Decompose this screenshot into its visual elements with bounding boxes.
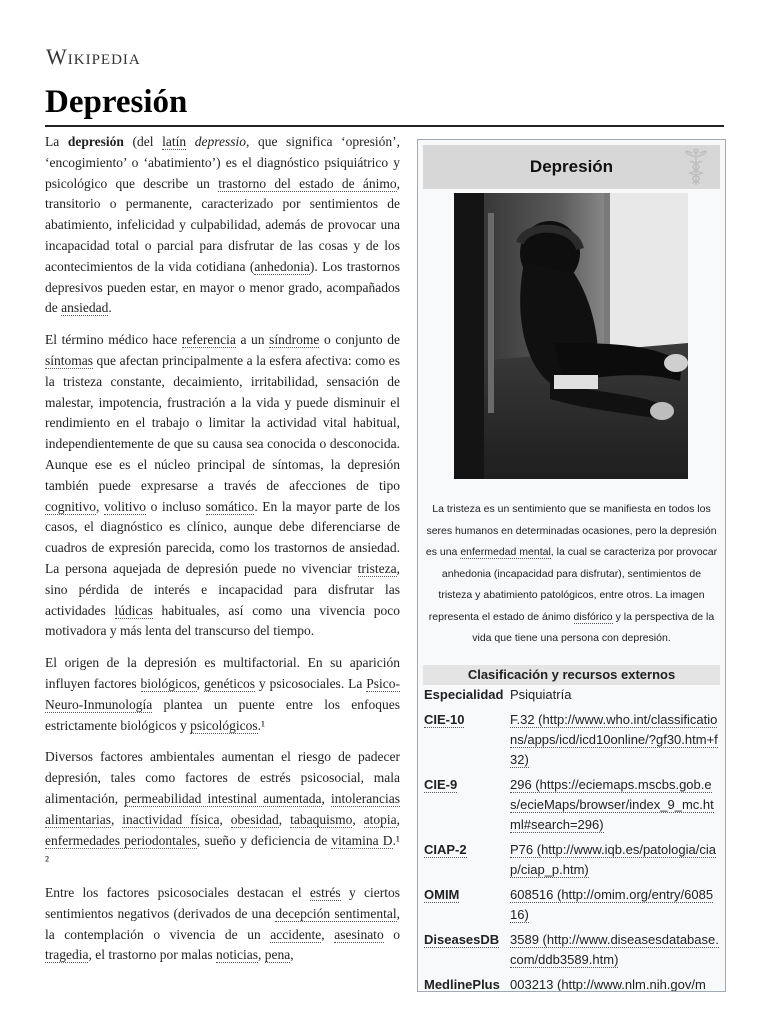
- link-sindrome[interactable]: síndrome: [269, 332, 320, 348]
- link-external-medlineplus[interactable]: 003213 (http://www.nlm.nih.gov/m: [510, 977, 706, 992]
- link-latin[interactable]: latín: [162, 134, 187, 149]
- text: , el trastorno por malas: [88, 947, 216, 963]
- text: ,: [110, 811, 123, 827]
- text: , la cual se caracteriza por provocar anhedonia (incapacidad para disfrutar), sentimientos de tristeza y abatimiento patológicos, entre otros. La imagen representa el estado de ánimo: [428, 546, 718, 623]
- infobox-title: [423, 145, 720, 189]
- link-psicologicos[interactable]: psicológicos: [190, 717, 258, 733]
- text: Entre los factores psicosociales destacan el: [45, 885, 310, 901]
- infobox-row-omim: [424, 885, 720, 925]
- link-permeabilidad-intestinal[interactable]: permeabilidad intestinal aumentada: [124, 790, 322, 806]
- link-psiconeuroinmunologia[interactable]: Psico-Neuro-Inmunología: [45, 675, 400, 712]
- image-caption: [424, 499, 719, 650]
- caduceus-icon: [678, 147, 714, 187]
- infobox-rows: [424, 685, 720, 992]
- text: , que significa ‘opresión’, ‘encogimiento’ o ‘abatimiento’) es el diagnóstico psiquiátrico y psicológico que describe un: [45, 134, 400, 191]
- link-cie10[interactable]: CIE-10: [424, 712, 465, 727]
- infobox-row-cie9: [424, 775, 720, 835]
- row-key: [424, 840, 510, 880]
- link-accidente[interactable]: accidente: [270, 926, 322, 942]
- text: ,: [196, 675, 205, 691]
- paragraph-1: [45, 132, 400, 319]
- text: y psicosociales. La: [255, 675, 367, 691]
- link-enfermedad-mental[interactable]: enfermedad mental: [460, 546, 551, 558]
- text: [186, 134, 195, 149]
- link-asesinato[interactable]: asesinato: [334, 926, 384, 942]
- link-atopia[interactable]: atopia: [363, 811, 397, 827]
- paragraph-3: [45, 653, 400, 736]
- row-value: [510, 775, 720, 835]
- link-sintomas[interactable]: síntomas: [45, 352, 94, 368]
- link-ludicas[interactable]: lúdicas: [114, 602, 153, 618]
- infobox: [417, 139, 726, 992]
- italic-term: depressio: [194, 134, 246, 149]
- text: y ciertos sentimientos negativos (derivados de una: [45, 885, 400, 921]
- row-value: [510, 710, 720, 770]
- link-external-ciap2[interactable]: P76 (http://www.iqb.es/patologia/ciap/ciap_p.htm): [510, 842, 716, 877]
- text: ). Los trastornos depresivos pueden estar, en mayor o menor grado, acompañados de: [45, 258, 400, 316]
- paragraph-2: [45, 330, 400, 642]
- text: a un: [235, 332, 270, 348]
- text: ,: [290, 947, 294, 963]
- link-omim[interactable]: OMIM: [424, 887, 460, 902]
- link-enfermedades-periodontales[interactable]: enfermedades periodontales: [45, 832, 197, 848]
- text: . En la mayor parte de los casos, el diagnóstico es clínico, aunque debe diferenciarse de cuadros de expresión parecida, como los trastornos de ansiedad. La persona aquejada de depresión puede no vivenciar: [45, 498, 401, 576]
- text: Diversos factores ambientales aumentan el riesgo de padecer depresión, tales como factores de estrés psicosocial, mala alimentación,: [45, 749, 400, 806]
- text: o: [383, 926, 401, 942]
- row-key: [424, 975, 510, 992]
- link-medlineplus[interactable]: MedlinePlus: [424, 977, 500, 992]
- link-tristeza[interactable]: tristeza: [357, 560, 397, 576]
- link-external-omim[interactable]: 608516 (http://omim.org/entry/608516): [510, 887, 714, 922]
- row-value: [510, 930, 720, 970]
- link-volitivo[interactable]: volitivo: [103, 498, 146, 514]
- depression-photo: [454, 193, 688, 479]
- title-divider: [45, 125, 724, 127]
- text: plantea un puente entre los enfoques estrictamente biológicos y: [45, 696, 400, 733]
- row-key: [424, 710, 510, 770]
- text: , sueño y deficiencia de: [196, 832, 332, 848]
- link-decepcion-sentimental[interactable]: decepción sentimental: [275, 905, 397, 921]
- link-vitamina-d[interactable]: vitamina D: [331, 832, 393, 848]
- row-key: [424, 930, 510, 970]
- paragraph-5: [45, 883, 400, 966]
- text: ,: [96, 498, 104, 514]
- infobox-row-cie10: [424, 710, 720, 770]
- link-cie9[interactable]: CIE-9: [424, 777, 458, 792]
- link-geneticos[interactable]: genéticos: [204, 675, 256, 691]
- infobox-section-header: Clasificación y recursos externos: [423, 665, 720, 685]
- text: , sino pérdida de interés e incapacidad para disfrutar las actividades: [45, 560, 400, 618]
- text: , transitorio o permanente, caracterizado por sentimientos de abatimiento, infelicidad y culpabilidad, además de provocar una incapacidad total o parcial para disfrutar de las cosas y de los acontecimientos de la vida cotidiana (: [45, 175, 400, 274]
- row-value: [510, 840, 720, 880]
- link-ciap2[interactable]: CIAP-2: [424, 842, 467, 857]
- link-tragedia[interactable]: tragedia: [45, 947, 89, 963]
- link-disforico[interactable]: disfórico: [573, 610, 613, 623]
- row-value: [510, 885, 720, 925]
- text: (del: [123, 134, 163, 149]
- infobox-row-especialidad: [424, 685, 720, 705]
- row-key: [424, 685, 510, 705]
- link-estres[interactable]: estrés: [309, 885, 341, 901]
- link-biologicos[interactable]: biológicos: [140, 675, 197, 691]
- wikipedia-wordmark: Wikipedia: [46, 44, 141, 69]
- paragraph-4: [45, 747, 400, 872]
- link-anhedonia[interactable]: anhedonia: [254, 258, 310, 274]
- text: ,: [257, 947, 265, 963]
- infobox-row-medlineplus: [424, 975, 720, 992]
- link-pena[interactable]: pena: [264, 947, 291, 963]
- text: o conjunto de: [319, 332, 400, 348]
- infobox-title-text: Depresión: [529, 157, 614, 176]
- link-ansiedad[interactable]: ansiedad: [61, 300, 109, 316]
- infobox-row-ciap2: [424, 840, 720, 880]
- text: ,: [321, 926, 335, 942]
- text: ,: [321, 790, 332, 806]
- text: ,: [352, 811, 364, 827]
- text: o incluso: [146, 498, 206, 514]
- row-value: [510, 975, 720, 992]
- text: ,: [219, 811, 231, 827]
- text: El origen de la depresión es multifactorial. En su aparición influyen factores: [45, 655, 400, 691]
- text: que afectan principalmente a la esfera afectiva: como es la tristeza constante, decaimiento, irritabilidad, sensación de malestar, impotencia, frustración a la vida y puede disminuir el rendimiento en el trabajo o limitar la actividad vital habitual, independientemente de que su causa sea conocida o desconocida. Aunque ese es el núcleo principal de síntomas, la depresión también puede expresarse a través de afecciones de tipo: [45, 352, 400, 493]
- text: , la contemplación o vivencia de un: [45, 905, 400, 942]
- article-body: [45, 132, 400, 977]
- row-key-text: Especialidad: [424, 687, 504, 702]
- text: y la perspectiva de la vida que tiene una persona con depresión.: [472, 610, 715, 644]
- link-obesidad[interactable]: obesidad: [230, 811, 279, 827]
- text: La tristeza es un sentimiento que se manifiesta en todos los seres humanos en determinadas ocasiones, pero la depresión es una: [425, 503, 717, 558]
- link-somatico[interactable]: somático: [205, 498, 255, 514]
- row-value: Psiquiatría: [510, 687, 572, 702]
- text: El término médico hace: [45, 332, 182, 348]
- link-trastorno-estado-animo[interactable]: trastorno del estado de ánimo: [218, 175, 397, 191]
- link-external-diseasesdb[interactable]: 3589 (http://www.diseasesdatabase.com/ddb3589.htm): [510, 932, 719, 967]
- text: .¹: [257, 717, 266, 733]
- link-tabaquismo[interactable]: tabaquismo: [290, 811, 353, 827]
- bold-term: depresión: [67, 134, 124, 149]
- link-referencia[interactable]: referencia: [181, 332, 236, 348]
- link-external-cie10[interactable]: F.32 (http://www.who.int/classifications/apps/icd/icd10online/?gf30.htm+f32): [510, 712, 718, 767]
- link-external-cie9[interactable]: 296 (https://eciemaps.mscbs.gob.es/ecieMaps/browser/index_9_mc.html#search=296): [510, 777, 714, 832]
- link-intolerancias-alimentarias[interactable]: intolerancias alimentarias: [45, 790, 400, 827]
- row-key: [424, 775, 510, 835]
- link-cognitivo[interactable]: cognitivo: [45, 498, 96, 514]
- text: La: [45, 134, 68, 149]
- text: ,: [396, 811, 401, 827]
- link-inactividad-fisica[interactable]: inactividad física: [122, 811, 220, 827]
- row-key: [424, 885, 510, 925]
- link-noticias[interactable]: noticias: [215, 947, 258, 963]
- page-title: Depresión: [45, 84, 188, 120]
- link-diseasesdb[interactable]: DiseasesDB: [424, 932, 500, 947]
- infobox-row-diseasesdb: [424, 930, 720, 970]
- text: ,: [278, 811, 291, 827]
- text: .: [108, 300, 112, 316]
- text: habituales, así como una vivencia poco motivadora y más lenta del transcurso del tiempo.: [45, 602, 400, 639]
- text: .¹ ²: [45, 832, 400, 869]
